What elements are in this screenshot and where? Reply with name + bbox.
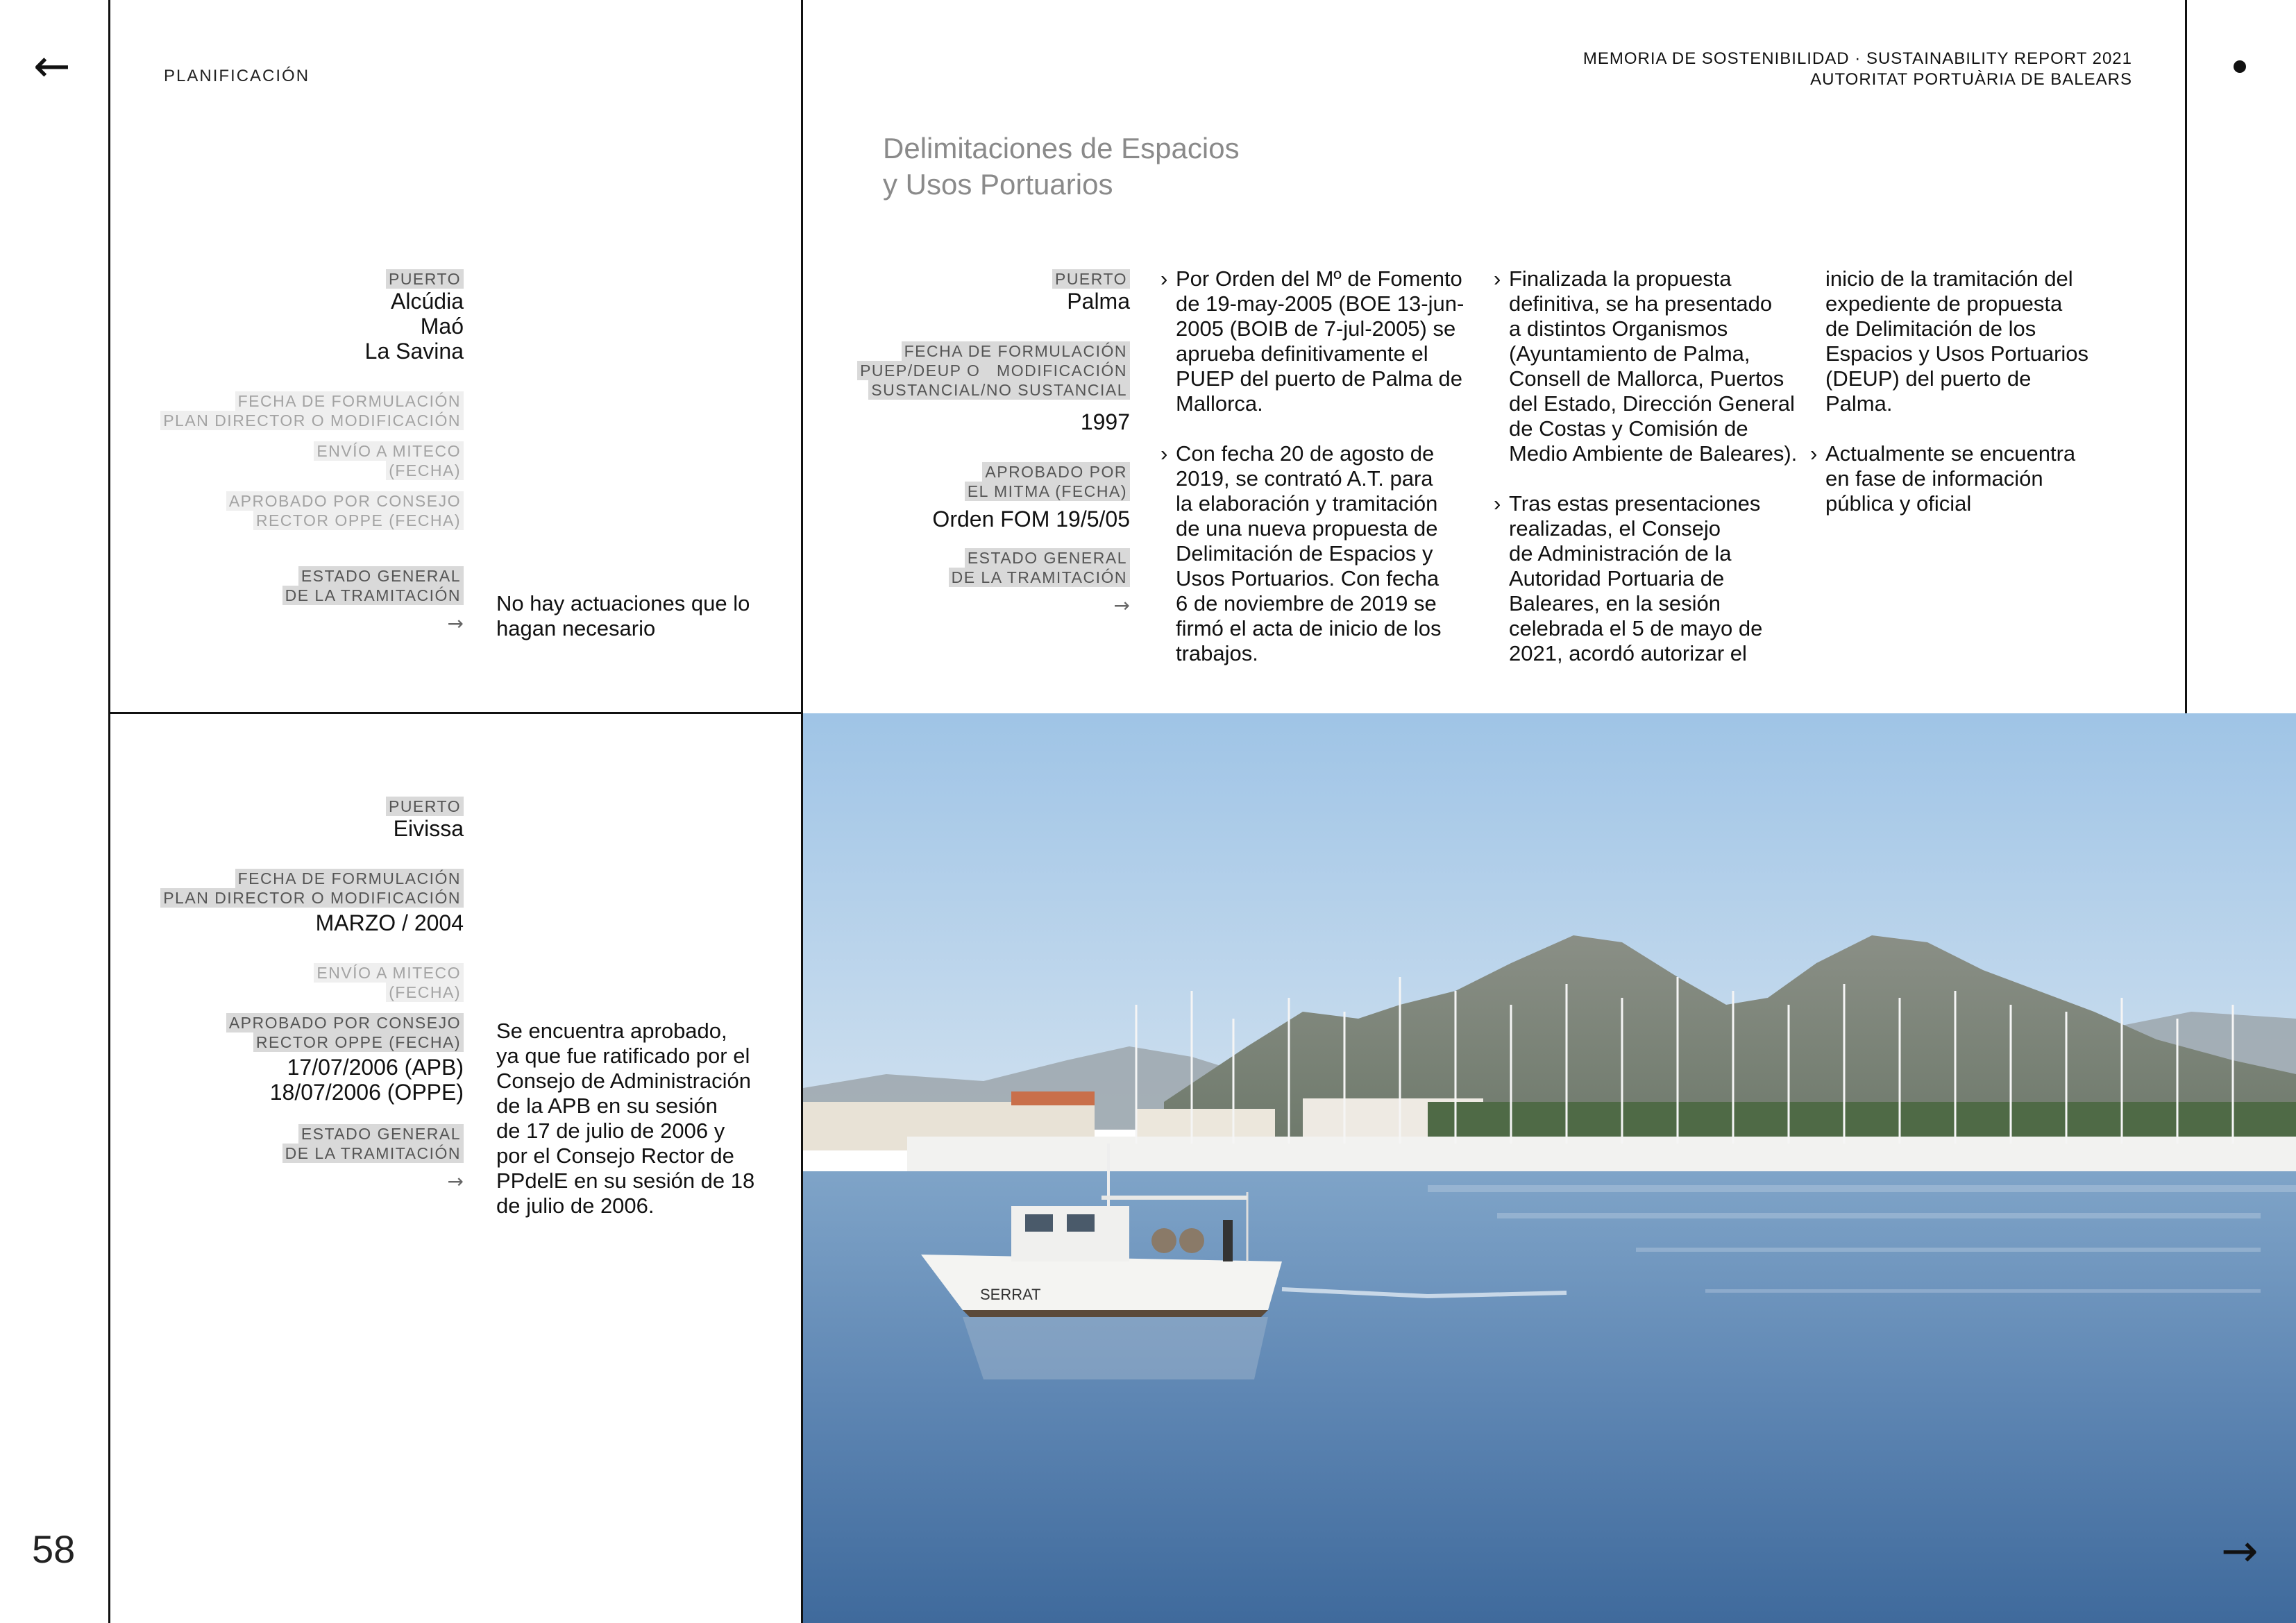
estado-label-1: ESTADO GENERAL (298, 566, 464, 586)
puerto-label: PUERTO (1052, 269, 1130, 289)
text-line: Delimitación de Espacios y (1176, 541, 1433, 566)
estado-text-line: hagan necesario (496, 616, 656, 640)
envio-label-1: ENVÍO A MITECO (314, 441, 464, 461)
bottom-left-estado-text (496, 1019, 788, 1218)
text-line: definitiva, se ha presentado (1509, 291, 1773, 316)
estado-text-line: de julio de 2006. (496, 1193, 655, 1218)
text-line: de 19-may-2005 (BOE 13-jun- (1176, 291, 1464, 316)
horizontal-rule (108, 712, 803, 714)
aprobado-label-1: APROBADO POR CONSEJO (226, 1013, 464, 1033)
text-line: de una nueva propuesta de (1176, 516, 1438, 541)
aprobado-label-2: RECTOR OPPE (FECHA) (253, 1033, 464, 1052)
report-title-line: MEMORIA DE SOSTENIBILIDAD · SUSTAINABILITY REPORT 2021 (1582, 49, 2132, 68)
text-line: de Delimitación de los (1825, 316, 2036, 341)
list-item (1494, 491, 1813, 666)
port-mao: Maó (420, 314, 464, 339)
envio-label-2: (FECHA) (386, 983, 464, 1002)
text-line: pública y oficial (1825, 491, 1972, 516)
envio-label-2: (FECHA) (386, 461, 464, 480)
text-line: expediente de propuesta (1825, 291, 2063, 316)
estado-text-line: PPdelE en su sesión de 18 (496, 1169, 755, 1193)
text-line: (Ayuntamiento de Palma, (1509, 341, 1750, 366)
estado-text-line: Consejo de Administración (496, 1069, 752, 1093)
aprobado-value-1: 17/07/2006 (APB) (287, 1055, 464, 1080)
boat-reflection (963, 1317, 1268, 1379)
fecha-label-1: FECHA DE FORMULACIÓN (235, 391, 464, 411)
roof (1011, 1091, 1095, 1105)
fecha-label-1: FECHA DE FORMULACIÓN (235, 869, 464, 888)
port-alcudia: Alcúdia (391, 289, 464, 314)
list-item (1160, 266, 1480, 416)
text-line: › Por Orden del Mº de Fomento (1176, 266, 1462, 291)
estado-label-1: ESTADO GENERAL (298, 1124, 464, 1144)
port-eivissa: Eivissa (393, 816, 464, 841)
text-line: › Actualmente se encuentra (1825, 441, 2076, 466)
text-line: › Finalizada la propuesta (1509, 266, 1732, 291)
text-line: Mallorca. (1176, 391, 1263, 416)
fecha-label-2: PLAN DIRECTOR O MODIFICACIÓN (160, 411, 464, 430)
aprobado-label-1: APROBADO POR CONSEJO (226, 491, 464, 511)
aprobado-label-2: RECTOR OPPE (FECHA) (253, 511, 464, 530)
fecha-label-2: PUEP/DEUP O MODIFICACIÓN (857, 361, 1130, 380)
port-palma: Palma (1067, 289, 1130, 314)
estado-text-line: de 17 de julio de 2006 y (496, 1119, 725, 1143)
page-title-line-2: y Usos Portuarios (883, 168, 1113, 201)
envio-label-1: ENVÍO A MITECO (314, 963, 464, 983)
page-number: 58 (32, 1527, 76, 1571)
estado-text-line: Se encuentra aprobado, (496, 1019, 727, 1043)
text-line: celebrada el 5 de mayo de (1509, 616, 1763, 640)
port-la-savina: La Savina (364, 339, 464, 364)
report-org-line: AUTORITAT PORTUÀRIA DE BALEARS (1810, 70, 2132, 89)
page-dot-icon (2234, 60, 2246, 73)
estado-text-line: por el Consejo Rector de (496, 1144, 734, 1168)
palma-column-1 (1160, 266, 1480, 691)
puerto-label: PUERTO (386, 797, 464, 816)
list-item (1160, 441, 1480, 666)
text-line: Medio Ambiente de Baleares). (1509, 441, 1798, 466)
text-line: firmó el acta de inicio de los (1176, 616, 1442, 640)
text-line: 6 de noviembre de 2019 se (1176, 591, 1437, 615)
estado-text-line: de la APB en su sesión (496, 1094, 718, 1118)
list-item (1494, 266, 1813, 466)
text-line: Espacios y Usos Portuarios (1825, 341, 2089, 366)
estado-text-line: No hay actuaciones que lo (496, 591, 750, 615)
tree-line (1428, 1102, 2296, 1137)
text-line: Usos Portuarios. Con fecha (1176, 566, 1440, 590)
text-line: 2021, acordó autorizar el (1509, 641, 1747, 665)
text-line: › Tras estas presentaciones (1509, 491, 1761, 516)
page-title-line-1: Delimitaciones de Espacios (883, 132, 1240, 164)
top-left-estado-text (496, 591, 788, 641)
text-line: PUEP del puerto de Palma de (1176, 366, 1463, 391)
text-line: Palma. (1825, 391, 1893, 416)
text-line: en fase de información (1825, 466, 2043, 491)
text-line: a distintos Organismos (1509, 316, 1728, 341)
text-line: de Administración de la (1509, 541, 1732, 566)
report-header (1583, 49, 2132, 90)
aprobado-value-2: 18/07/2006 (OPPE) (269, 1080, 464, 1105)
aprobado-value: Orden FOM 19/5/05 (932, 507, 1130, 532)
estado-label-2: DE LA TRAMITACIÓN (282, 1144, 464, 1163)
text-line: trabajos. (1176, 641, 1258, 665)
harbour-photo (803, 713, 2296, 1623)
right-margin-rule (2185, 0, 2187, 713)
text-line: de Costas y Comisión de (1509, 416, 1748, 441)
estado-text-line: ya que fue ratificado por el (496, 1044, 750, 1068)
text-line: Autoridad Portuaria de (1509, 566, 1725, 590)
bottom-left-fields (103, 797, 464, 1193)
text-line: 2005 (BOIB de 7-jul-2005) se (1176, 316, 1456, 341)
fecha-value: MARZO / 2004 (315, 910, 464, 935)
back-arrow-icon[interactable]: ← (33, 41, 71, 92)
aprobado-label-1: APROBADO POR (982, 462, 1130, 482)
palma-column-3 (1825, 266, 2145, 541)
next-arrow-icon[interactable]: → (2221, 1526, 2259, 1577)
text-line: del Estado, Dirección General (1509, 391, 1795, 416)
fecha-label-3: SUSTANCIAL/NO SUSTANCIAL (868, 380, 1130, 400)
text-line: la elaboración y tramitación (1176, 491, 1438, 516)
text-line: Baleares, en la sesión (1509, 591, 1721, 615)
palma-fields (811, 269, 1130, 617)
fecha-label-2: PLAN DIRECTOR O MODIFICACIÓN (160, 888, 464, 908)
text-line: › Con fecha 20 de agosto de (1176, 441, 1435, 466)
palma-column-2 (1494, 266, 1813, 691)
section-label: PLANIFICACIÓN (164, 67, 310, 85)
puerto-label: PUERTO (386, 269, 464, 289)
aprobado-label-2: EL MITMA (FECHA) (965, 482, 1130, 501)
text-line: Consell de Mallorca, Puertos (1509, 366, 1784, 391)
estado-label-2: DE LA TRAMITACIÓN (949, 568, 1130, 587)
fecha-value: 1997 (1080, 409, 1130, 434)
estado-arrow-icon: → (1113, 594, 1130, 617)
estado-label-2: DE LA TRAMITACIÓN (282, 586, 464, 605)
text-line: aprueba definitivamente el (1176, 341, 1428, 366)
estado-arrow-icon: → (447, 612, 464, 635)
estado-arrow-icon: → (447, 1170, 464, 1193)
text-line: realizadas, el Consejo (1509, 516, 1721, 541)
estado-label-1: ESTADO GENERAL (965, 548, 1130, 568)
top-left-fields (103, 269, 464, 635)
text-line: 2019, se contrató A.T. para (1176, 466, 1433, 491)
page-title (883, 130, 1240, 203)
boat-hull-name: SERRAT (980, 1286, 1041, 1303)
fecha-label-1: FECHA DE FORMULACIÓN (902, 341, 1130, 361)
text-line: inicio de la tramitación del (1825, 266, 2073, 291)
list-item-continuation (1825, 266, 2145, 416)
text-line: (DEUP) del puerto de (1825, 366, 2032, 391)
list-item (1810, 441, 2145, 516)
